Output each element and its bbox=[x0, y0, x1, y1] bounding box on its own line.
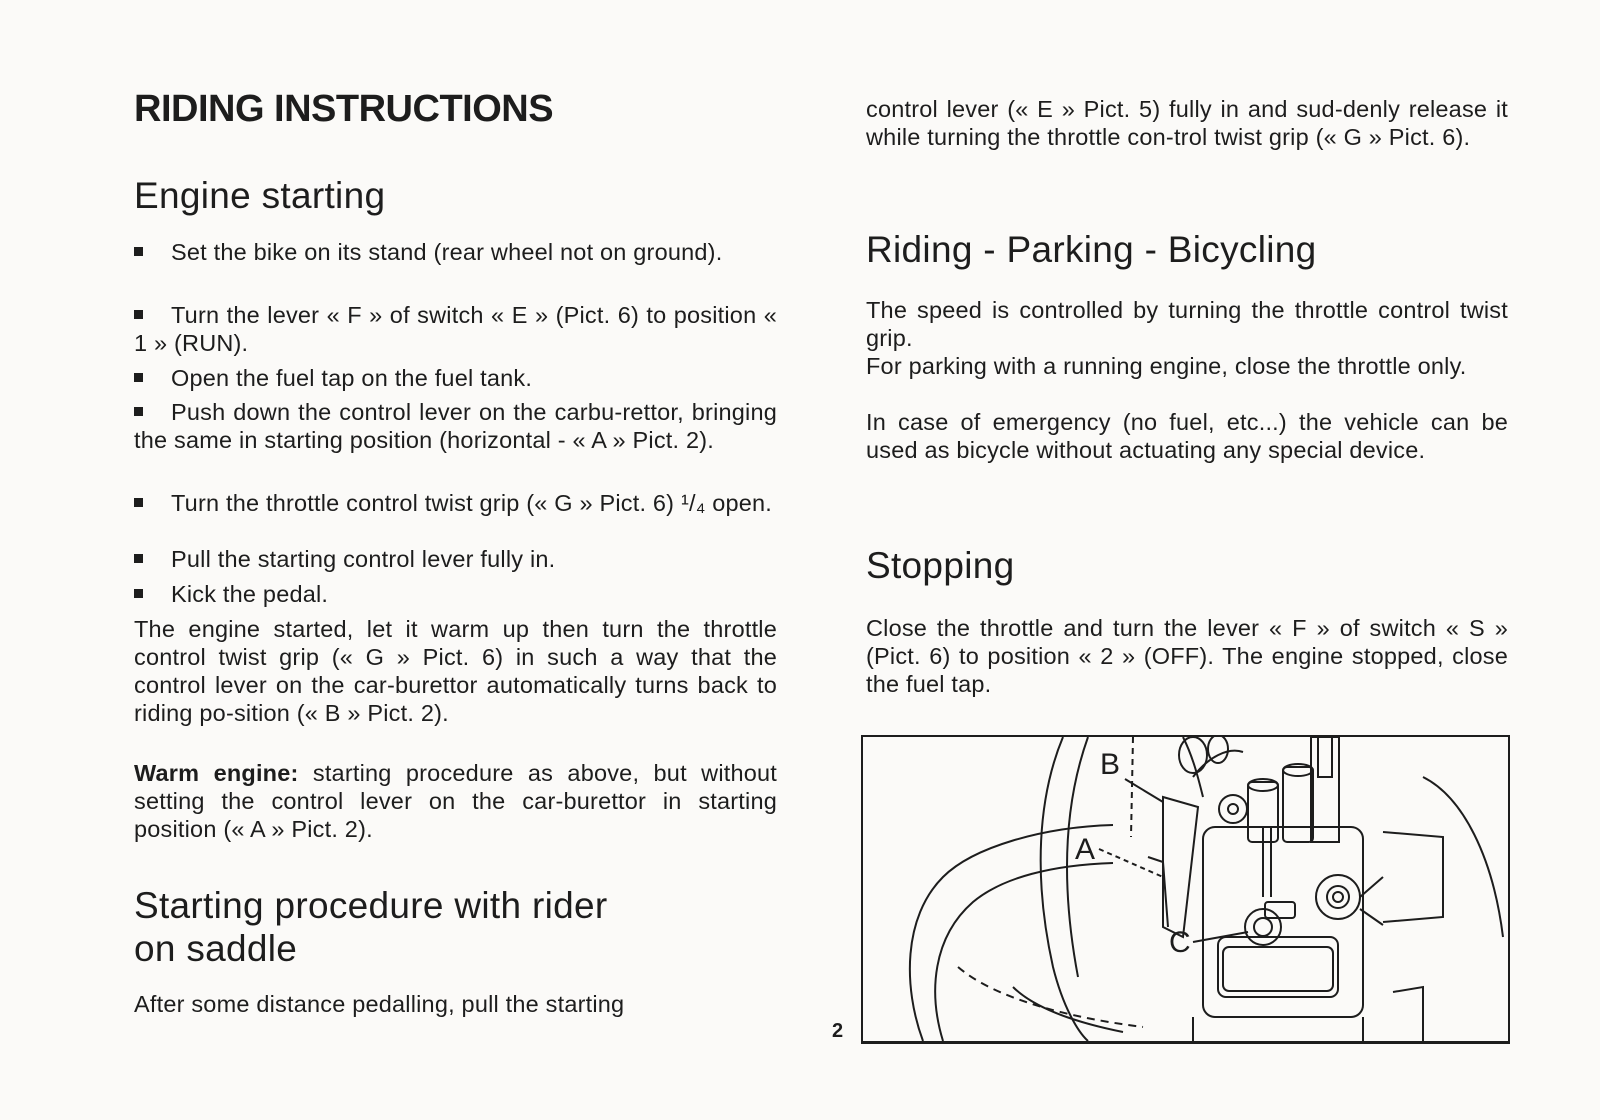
rider-saddle-heading-line1: Starting procedure with rider bbox=[134, 885, 608, 926]
bullet-icon bbox=[134, 589, 143, 598]
page-number: 2 bbox=[832, 1020, 844, 1042]
warmup-paragraph: The engine started, let it warm up then turn the throttle control twist grip (« G » Pict. 6) in such a way that the control lever on the car-burettor automatically turns back to riding po-sition (« B » Pict. 2). bbox=[134, 616, 777, 726]
engine-starting-heading: Engine starting bbox=[134, 175, 386, 216]
riding-heading: Riding - Parking - Bicycling bbox=[866, 229, 1317, 270]
warm-engine-paragraph bbox=[134, 759, 777, 843]
bullet-icon bbox=[134, 498, 143, 507]
riding-text-parking: For parking with a running engine, close the throttle only. bbox=[866, 353, 1467, 379]
figure-label-a: A bbox=[1075, 833, 1096, 866]
step-item: Push down the control lever on the carbu-rettor, bringing the same in starting position (horizontal - « A » Pict. 2). bbox=[134, 399, 777, 453]
step-item: Pull the starting control lever fully in. bbox=[134, 545, 777, 573]
rider-saddle-text-start: After some distance pedalling, pull the starting bbox=[134, 991, 625, 1017]
step-item: Turn the throttle control twist grip (« G » Pict. 6) ¹/₄ open. bbox=[134, 489, 777, 517]
bullet-icon bbox=[134, 554, 143, 563]
step-item: Set the bike on its stand (rear wheel not on ground). bbox=[134, 238, 777, 266]
bullet-icon bbox=[134, 373, 143, 382]
bullet-icon bbox=[134, 310, 143, 319]
rider-saddle-text-continued: control lever (« E » Pict. 5) fully in and sud-denly release it while turning the throttle con-trol twist grip (« G » Pict. 6). bbox=[866, 96, 1508, 150]
step-item: Turn the lever « F » of switch « E » (Pict. 6) to position « 1 » (RUN). bbox=[134, 302, 777, 356]
bullet-icon bbox=[134, 407, 143, 416]
riding-text-emergency: In case of emergency (no fuel, etc...) the vehicle can be used as bicycle without actuating any special device. bbox=[866, 409, 1508, 463]
figure-label-b: B bbox=[1100, 748, 1121, 781]
step-item: Open the fuel tap on the fuel tank. bbox=[134, 364, 777, 392]
rider-saddle-heading-line2: on saddle bbox=[134, 928, 298, 969]
carburettor-drawing bbox=[863, 737, 1508, 1041]
warm-engine-label: Warm engine: bbox=[134, 760, 299, 786]
carburettor-illustration bbox=[861, 735, 1510, 1044]
step-item: Kick the pedal. bbox=[134, 580, 777, 608]
page-title: RIDING INSTRUCTIONS bbox=[134, 88, 554, 130]
stopping-heading: Stopping bbox=[866, 545, 1015, 586]
riding-text-speed: The speed is controlled by turning the throttle control twist grip. bbox=[866, 297, 1508, 351]
figure-label-c: C bbox=[1169, 926, 1191, 959]
bullet-icon bbox=[134, 247, 143, 256]
stopping-text: Close the throttle and turn the lever « F » of switch « S » (Pict. 6) to position « 2 » (OFF). The engine stopped, close the fuel tap. bbox=[866, 615, 1508, 697]
warm-engine-text: starting procedure as above, but without setting the control lever on the car-burettor in starting position (« A » Pict. 2). bbox=[134, 760, 778, 842]
